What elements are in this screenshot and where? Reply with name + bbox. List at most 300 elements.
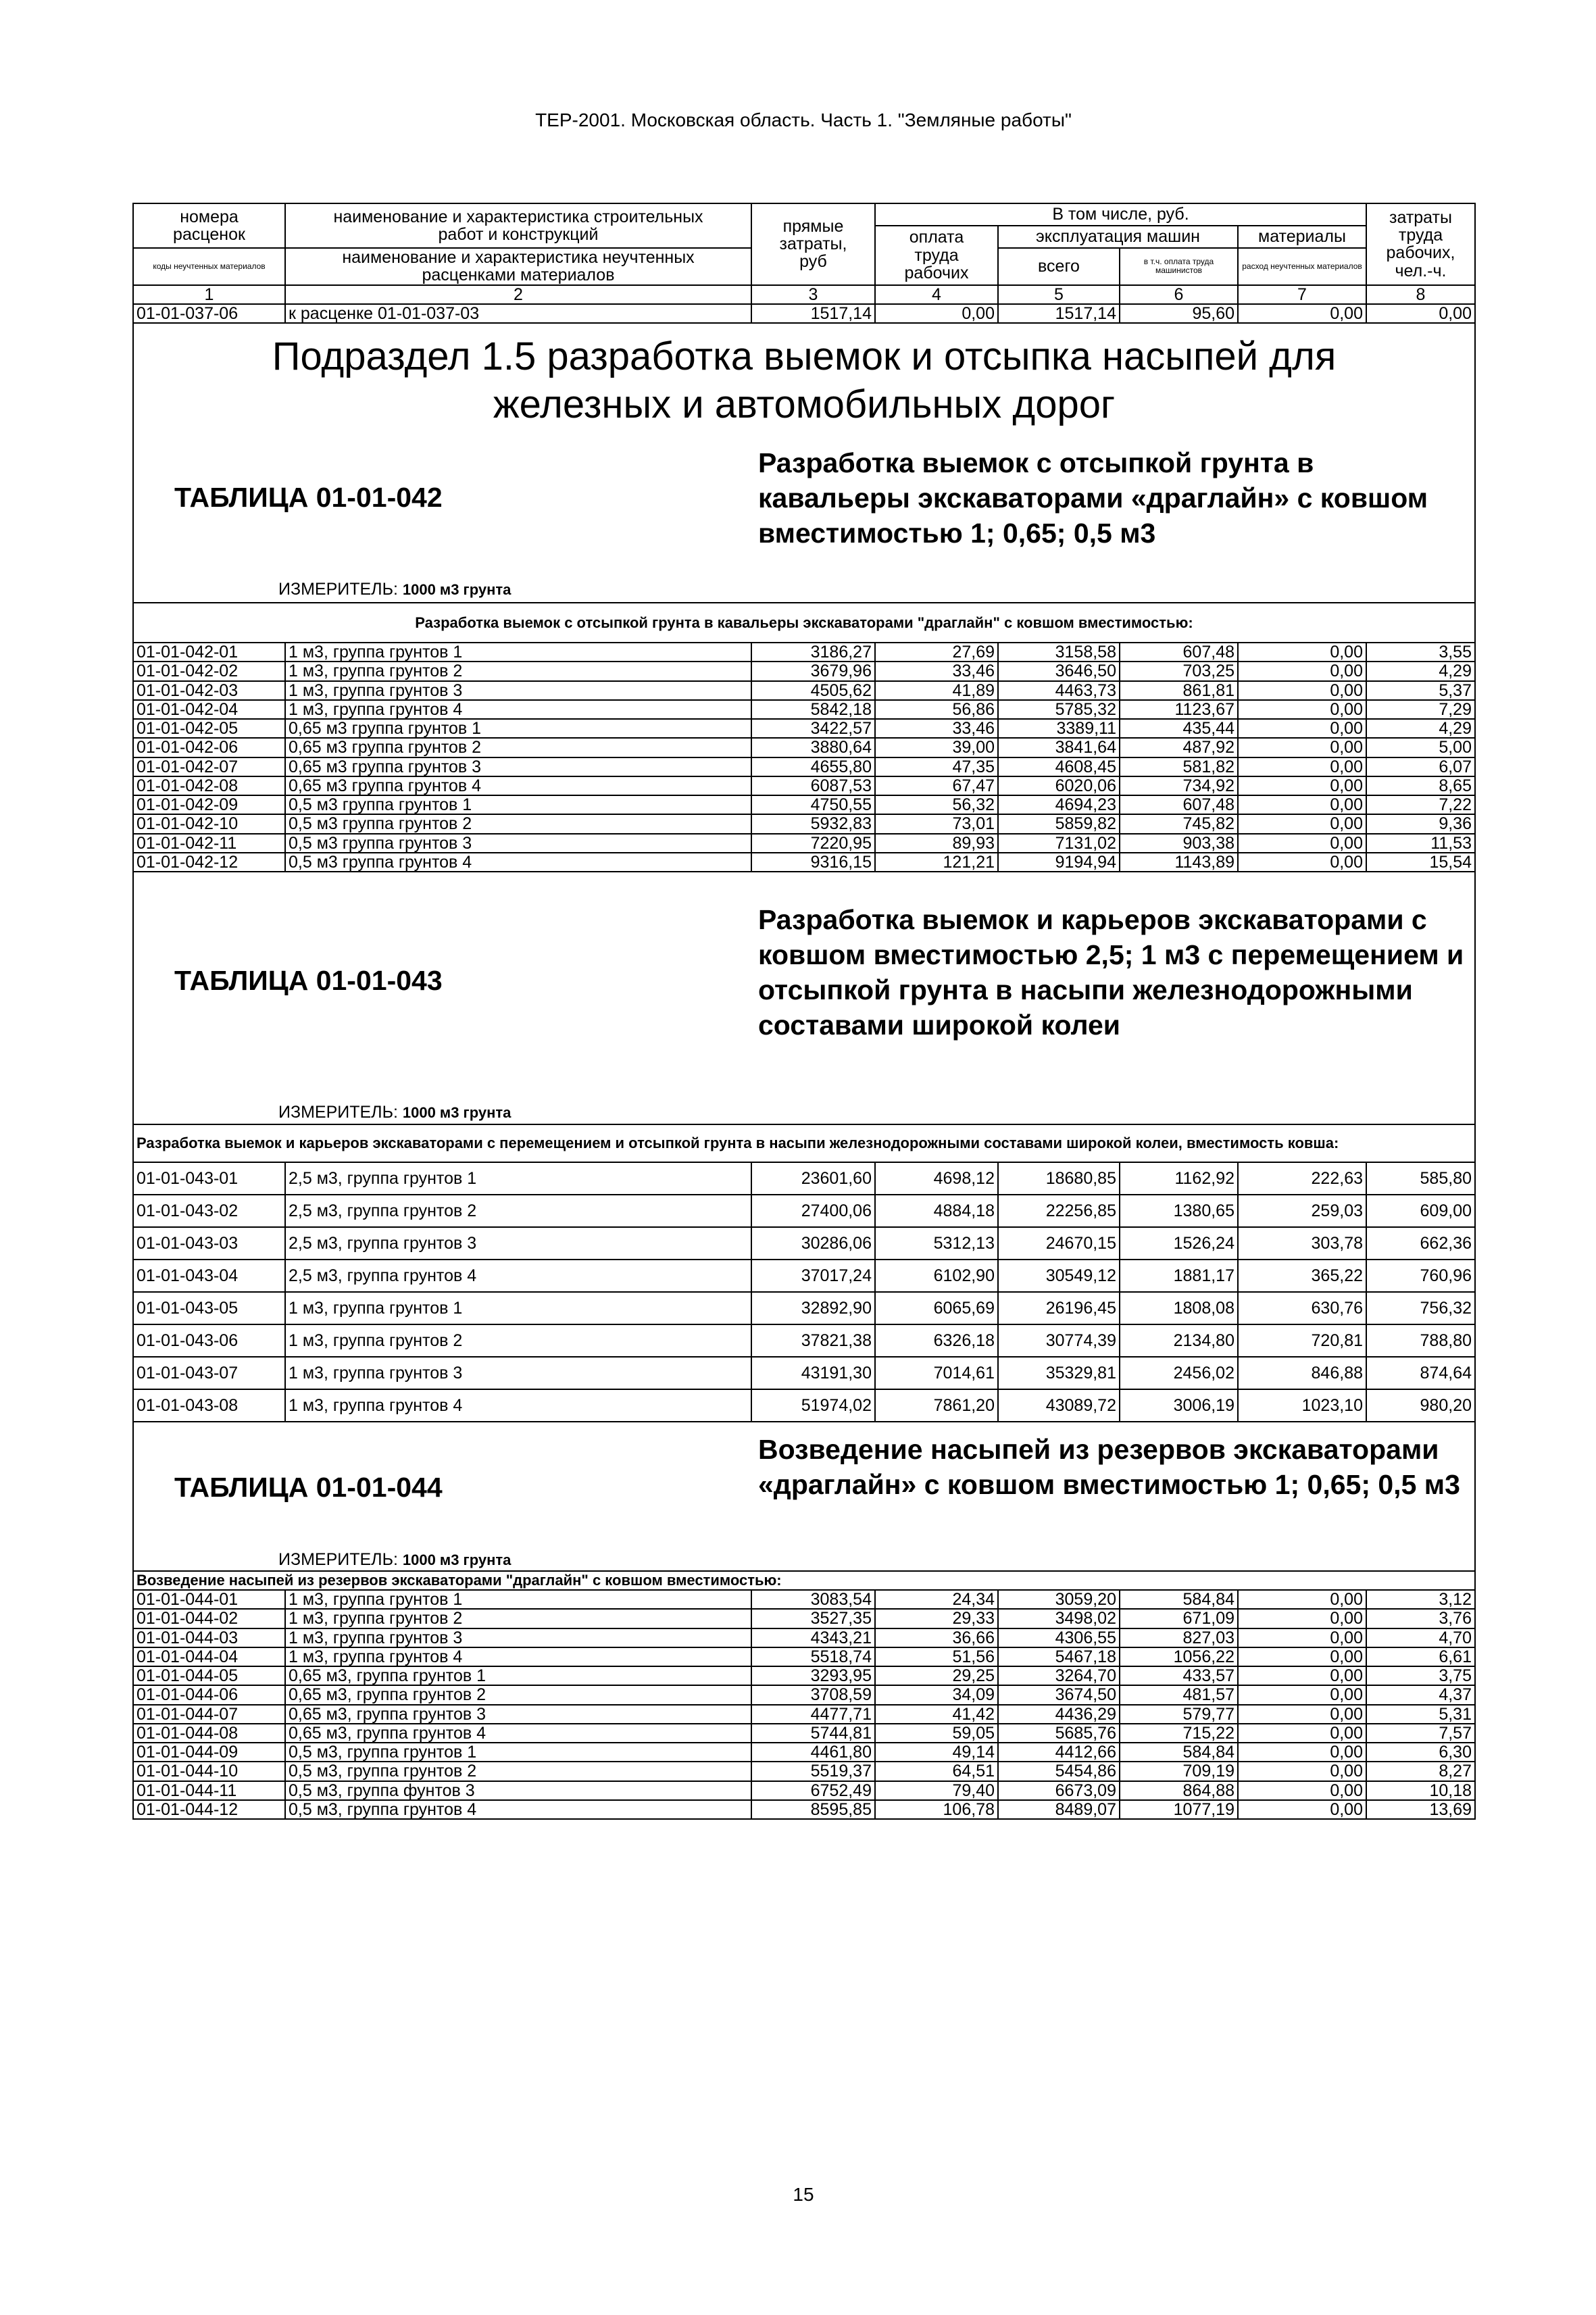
labor-cell: 788,80 (1366, 1324, 1475, 1357)
rate-code-cell: 01-01-043-03 (133, 1227, 285, 1260)
wage-cell: 34,09 (875, 1685, 998, 1704)
labor-cell: 8,27 (1366, 1762, 1475, 1781)
labor-cell: 980,20 (1366, 1389, 1475, 1422)
machine-total-cell: 3389,11 (998, 719, 1120, 738)
table-row (133, 1762, 1475, 1781)
table-band-042: Разработка выемок с отсыпкой грунта в кавальеры экскаваторами "драглайн" с ковшом вместимостью: (133, 603, 1475, 643)
labor-cell: 760,96 (1366, 1260, 1475, 1292)
work-name-cell: 1 м3, группа грунтов 1 (285, 1590, 751, 1609)
table-row (133, 1628, 1475, 1647)
machine-wage-cell: 1162,92 (1120, 1162, 1238, 1195)
page-header: ТЕР-2001. Московская область. Часть 1. "Земляные работы" (535, 109, 1072, 130)
work-name-cell: 0,65 м3, группа грунтов 3 (285, 1705, 751, 1724)
materials-cell: 0,00 (1238, 1762, 1366, 1781)
column-number-1: 1 (133, 285, 285, 304)
column-number-7: 7 (1238, 285, 1366, 304)
materials-cell: 0,00 (1238, 757, 1366, 776)
direct-cost-cell: 5518,74 (751, 1647, 875, 1666)
machine-total-cell: 3158,58 (998, 643, 1120, 662)
wage-cell: 4698,12 (875, 1162, 998, 1195)
machine-total-cell: 8489,07 (998, 1800, 1120, 1819)
wage-cell: 29,33 (875, 1609, 998, 1628)
page-number: 15 (793, 2184, 814, 2205)
table-row (133, 700, 1475, 719)
table-desc-044: Возведение насыпей из резервов экскаваторами «драглайн» с ковшом вместимостью 1; 0,65; 0,5 м3 (758, 1434, 1460, 1501)
rate-code-cell: 01-01-044-03 (133, 1628, 285, 1647)
table-row (133, 1666, 1475, 1685)
machine-total-cell: 6020,06 (998, 776, 1120, 795)
rate-code-cell: 01-01-042-03 (133, 681, 285, 700)
rate-code-cell: 01-01-042-07 (133, 757, 285, 776)
measure-042: ИЗМЕРИТЕЛЬ: 1000 м3 грунта (278, 580, 512, 599)
machine-wage-cell: 1881,17 (1120, 1260, 1238, 1292)
work-name-cell: 0,5 м3 группа грунтов 1 (285, 795, 751, 814)
rate-code-cell: 01-01-037-06 (133, 304, 285, 323)
direct-cost-cell: 3708,59 (751, 1685, 875, 1704)
section-block-043 (133, 872, 1475, 1124)
direct-cost-cell: 8595,85 (751, 1800, 875, 1819)
work-name-cell: 1 м3, группа грунтов 2 (285, 662, 751, 680)
work-name-cell: 1 м3, группа грунтов 4 (285, 700, 751, 719)
labor-cell: 3,55 (1366, 643, 1475, 662)
labor-cell: 5,31 (1366, 1705, 1475, 1724)
direct-cost-cell: 32892,90 (751, 1292, 875, 1324)
machine-wage-cell: 709,19 (1120, 1762, 1238, 1781)
machine-wage-cell: 579,77 (1120, 1705, 1238, 1724)
table-row (133, 643, 1475, 662)
materials-cell: 0,00 (1238, 1666, 1366, 1685)
labor-cell: 874,64 (1366, 1357, 1475, 1389)
machine-wage-cell: 745,82 (1120, 814, 1238, 833)
table-row (133, 304, 1475, 323)
materials-cell: 0,00 (1238, 795, 1366, 814)
table-row (133, 1800, 1475, 1819)
labor-cell: 5,37 (1366, 681, 1475, 700)
machine-total-cell: 3646,50 (998, 662, 1120, 680)
machine-wage-cell: 715,22 (1120, 1724, 1238, 1743)
wage-cell: 36,66 (875, 1628, 998, 1647)
materials-cell: 0,00 (1238, 834, 1366, 853)
table-row (133, 1743, 1475, 1762)
machine-wage-cell: 671,09 (1120, 1609, 1238, 1628)
machine-total-cell: 18680,85 (998, 1162, 1120, 1195)
rate-code-cell: 01-01-042-01 (133, 643, 285, 662)
machine-wage-cell: 481,57 (1120, 1685, 1238, 1704)
work-name-cell: 1 м3, группа грунтов 4 (285, 1647, 751, 1666)
table-row (133, 1647, 1475, 1666)
rate-code-cell: 01-01-043-07 (133, 1357, 285, 1389)
direct-cost-cell: 30286,06 (751, 1227, 875, 1260)
wage-cell: 79,40 (875, 1781, 998, 1800)
materials-cell: 0,00 (1238, 1800, 1366, 1819)
column-number-3: 3 (751, 285, 875, 304)
machine-wage-cell: 1808,08 (1120, 1292, 1238, 1324)
work-name-cell: 0,5 м3, группа грунтов 1 (285, 1743, 751, 1762)
labor-cell: 7,29 (1366, 700, 1475, 719)
machine-wage-cell: 864,88 (1120, 1781, 1238, 1800)
rate-code-cell: 01-01-044-05 (133, 1666, 285, 1685)
labor-header: затраты труда рабочих, чел.-ч. (1366, 203, 1475, 285)
machine-wage-cell: 607,48 (1120, 795, 1238, 814)
wage-cell: 5312,13 (875, 1227, 998, 1260)
column-number-2: 2 (285, 285, 751, 304)
direct-cost-cell: 37821,38 (751, 1324, 875, 1357)
rate-code-cell: 01-01-044-02 (133, 1609, 285, 1628)
labor-cell: 3,75 (1366, 1666, 1475, 1685)
rate-code-cell: 01-01-044-10 (133, 1762, 285, 1781)
labor-cell: 7,57 (1366, 1724, 1475, 1743)
machine-wage-cell: 827,03 (1120, 1628, 1238, 1647)
work-name-cell: 0,5 м3 группа грунтов 2 (285, 814, 751, 833)
materials-cell: 0,00 (1238, 1743, 1366, 1762)
col1-subheader: коды неучтенных материалов (133, 248, 285, 285)
machine-total-cell: 4412,66 (998, 1743, 1120, 1762)
materials-cell: 0,00 (1238, 719, 1366, 738)
materials-cell: 259,03 (1238, 1195, 1366, 1227)
rate-code-cell: 01-01-042-10 (133, 814, 285, 833)
machine-wage-cell: 1056,22 (1120, 1647, 1238, 1666)
machine-wage-cell: 734,92 (1120, 776, 1238, 795)
direct-cost-cell: 5842,18 (751, 700, 875, 719)
work-name-cell: 1 м3, группа грунтов 1 (285, 1292, 751, 1324)
machine-wage-cell: 433,57 (1120, 1666, 1238, 1685)
direct-cost-cell: 3186,27 (751, 643, 875, 662)
labor-cell: 11,53 (1366, 834, 1475, 853)
table-row (133, 681, 1475, 700)
machine-total-cell: 4463,73 (998, 681, 1120, 700)
machine-total-cell: 30549,12 (998, 1260, 1120, 1292)
work-name-cell: 0,65 м3 группа грунтов 2 (285, 738, 751, 757)
rate-code-cell: 01-01-044-07 (133, 1705, 285, 1724)
table-row (133, 1357, 1475, 1389)
direct-cost-cell: 3422,57 (751, 719, 875, 738)
table-band-043: Разработка выемок и карьеров экскаваторами с перемещением и отсыпкой грунта в насыпи железнодорожными составами широкой колеи, вместимость ковша: (133, 1124, 1475, 1162)
machine-wage-cell: 95,60 (1120, 304, 1238, 323)
table-desc-042: Разработка выемок с отсыпкой грунта в кавальеры экскаваторами «драглайн» с ковшом вместимостью 1; 0,65; 0,5 м3 (758, 447, 1428, 549)
wage-header: оплата труда рабочих (875, 226, 998, 285)
wage-cell: 7014,61 (875, 1357, 998, 1389)
materials-cell: 0,00 (1238, 662, 1366, 680)
work-name-cell: 1 м3, группа грунтов 4 (285, 1389, 751, 1422)
table-row (133, 738, 1475, 757)
labor-cell: 585,80 (1366, 1162, 1475, 1195)
materials-cell: 0,00 (1238, 1590, 1366, 1609)
rate-code-cell: 01-01-042-06 (133, 738, 285, 757)
rate-code-cell: 01-01-042-08 (133, 776, 285, 795)
table-row (133, 1685, 1475, 1704)
work-name-cell: 0,65 м3 группа грунтов 1 (285, 719, 751, 738)
wage-cell: 7861,20 (875, 1389, 998, 1422)
column-number-5: 5 (998, 285, 1120, 304)
materials-subheader: расход неучтенных материалов (1238, 248, 1366, 285)
labor-cell: 4,29 (1366, 662, 1475, 680)
table-row (133, 1292, 1475, 1324)
materials-cell: 0,00 (1238, 853, 1366, 872)
direct-cost-cell: 5932,83 (751, 814, 875, 833)
direct-cost-cell: 6752,49 (751, 1781, 875, 1800)
wage-cell: 0,00 (875, 304, 998, 323)
col2-header: наименование и характеристика строительных работ и конструкций (285, 203, 751, 248)
rate-code-cell: 01-01-042-04 (133, 700, 285, 719)
rate-code-cell: 01-01-043-02 (133, 1195, 285, 1227)
materials-cell: 630,76 (1238, 1292, 1366, 1324)
direct-cost-cell: 7220,95 (751, 834, 875, 853)
work-name-cell: 1 м3, группа грунтов 3 (285, 681, 751, 700)
materials-cell: 0,00 (1238, 1705, 1366, 1724)
work-name-cell: 0,65 м3 группа грунтов 4 (285, 776, 751, 795)
direct-cost-cell: 3679,96 (751, 662, 875, 680)
machine-wage-cell: 487,92 (1120, 738, 1238, 757)
materials-cell: 0,00 (1238, 1647, 1366, 1666)
work-name-cell: 1 м3, группа грунтов 3 (285, 1628, 751, 1647)
rate-code-cell: 01-01-042-02 (133, 662, 285, 680)
work-name-cell: 0,5 м3, группа грунтов 4 (285, 1800, 751, 1819)
machine-wage-cell: 903,38 (1120, 834, 1238, 853)
labor-cell: 4,37 (1366, 1685, 1475, 1704)
machine-total-cell: 22256,85 (998, 1195, 1120, 1227)
work-name-cell: 2,5 м3, группа грунтов 1 (285, 1162, 751, 1195)
materials-cell: 0,00 (1238, 1685, 1366, 1704)
machine-total-cell: 9194,94 (998, 853, 1120, 872)
work-name-cell: 0,65 м3, группа грунтов 4 (285, 1724, 751, 1743)
table-band-044: Возведение насыпей из резервов экскаваторами "драглайн" с ковшом вместимостью: (133, 1571, 1475, 1590)
work-name-cell: 0,65 м3 группа грунтов 3 (285, 757, 751, 776)
machine-wage-cell: 1123,67 (1120, 700, 1238, 719)
machine-total-cell: 5785,32 (998, 700, 1120, 719)
wage-cell: 33,46 (875, 719, 998, 738)
rate-code-cell: 01-01-042-09 (133, 795, 285, 814)
work-name-cell: 1 м3, группа грунтов 3 (285, 1357, 751, 1389)
labor-cell: 6,07 (1366, 757, 1475, 776)
direct-cost-cell: 4655,80 (751, 757, 875, 776)
direct-cost-cell: 4505,62 (751, 681, 875, 700)
work-name-cell: 1 м3, группа грунтов 2 (285, 1324, 751, 1357)
machine-total-cell: 6673,09 (998, 1781, 1120, 1800)
machine-wage-cell: 1143,89 (1120, 853, 1238, 872)
machine-wage-cell: 1077,19 (1120, 1800, 1238, 1819)
rate-code-cell: 01-01-043-08 (133, 1389, 285, 1422)
machine-wage-cell: 2456,02 (1120, 1357, 1238, 1389)
table-row (133, 662, 1475, 680)
wage-cell: 59,05 (875, 1724, 998, 1743)
wage-cell: 41,42 (875, 1705, 998, 1724)
machine-total-cell: 7131,02 (998, 834, 1120, 853)
machine-total-cell: 3059,20 (998, 1590, 1120, 1609)
direct-cost-cell: 5519,37 (751, 1762, 875, 1781)
table-name-043: ТАБЛИЦА 01-01-043 (174, 965, 443, 996)
materials-cell: 0,00 (1238, 681, 1366, 700)
machine-wage-cell: 607,48 (1120, 643, 1238, 662)
wage-cell: 121,21 (875, 853, 998, 872)
materials-cell: 0,00 (1238, 776, 1366, 795)
work-name-cell: 0,5 м3 группа грунтов 3 (285, 834, 751, 853)
machine-wage-cell: 1526,24 (1120, 1227, 1238, 1260)
machine-wage-cell: 584,84 (1120, 1743, 1238, 1762)
machine-total-cell: 3674,50 (998, 1685, 1120, 1704)
materials-cell: 846,88 (1238, 1357, 1366, 1389)
direct-cost-cell: 43191,30 (751, 1357, 875, 1389)
table-row (133, 1781, 1475, 1800)
in-total-header: В том числе, руб. (875, 203, 1366, 226)
rate-code-cell: 01-01-043-05 (133, 1292, 285, 1324)
table-row (133, 719, 1475, 738)
col1-header: номера расценок (133, 203, 285, 248)
labor-cell: 13,69 (1366, 1800, 1475, 1819)
wage-cell: 51,56 (875, 1647, 998, 1666)
work-name-cell: 0,5 м3 группа грунтов 4 (285, 853, 751, 872)
machine-total-cell: 24670,15 (998, 1227, 1120, 1260)
labor-cell: 9,36 (1366, 814, 1475, 833)
labor-cell: 10,18 (1366, 1781, 1475, 1800)
work-name-cell: 2,5 м3, группа грунтов 3 (285, 1227, 751, 1260)
direct-cost-cell: 6087,53 (751, 776, 875, 795)
rate-code-cell: 01-01-044-08 (133, 1724, 285, 1743)
direct-cost-cell: 23601,60 (751, 1162, 875, 1195)
table-row (133, 1162, 1475, 1195)
machine-total-cell: 4608,45 (998, 757, 1120, 776)
direct-cost-cell: 4750,55 (751, 795, 875, 814)
column-number-6: 6 (1120, 285, 1238, 304)
table-name-042: ТАБЛИЦА 01-01-042 (174, 482, 443, 513)
wage-cell: 4884,18 (875, 1195, 998, 1227)
labor-cell: 6,61 (1366, 1647, 1475, 1666)
wage-cell: 67,47 (875, 776, 998, 795)
work-name-cell: 1 м3, группа грунтов 2 (285, 1609, 751, 1628)
labor-cell: 0,00 (1366, 304, 1475, 323)
work-name-cell: 0,5 м3, группа грунтов 2 (285, 1762, 751, 1781)
wage-cell: 6102,90 (875, 1260, 998, 1292)
table-row (133, 1227, 1475, 1260)
rate-code-cell: 01-01-043-06 (133, 1324, 285, 1357)
labor-cell: 15,54 (1366, 853, 1475, 872)
labor-cell: 4,29 (1366, 719, 1475, 738)
machine-ops-header: эксплуатация машин (998, 226, 1238, 248)
direct-cost-cell: 9316,15 (751, 853, 875, 872)
materials-cell: 720,81 (1238, 1324, 1366, 1357)
direct-cost-cell: 4477,71 (751, 1705, 875, 1724)
materials-header: материалы (1238, 226, 1366, 248)
table-row (133, 1195, 1475, 1227)
materials-cell: 1023,10 (1238, 1389, 1366, 1422)
direct-cost-cell: 3293,95 (751, 1666, 875, 1685)
labor-cell: 8,65 (1366, 776, 1475, 795)
subsection-title: Подраздел 1.5 разработка выемок и отсыпка насыпей для железных и автомобильных дорог (272, 334, 1337, 426)
rate-code-cell: 01-01-042-11 (133, 834, 285, 853)
measure-044: ИЗМЕРИТЕЛЬ: 1000 м3 грунта (278, 1550, 512, 1569)
machine-wage-cell: 581,82 (1120, 757, 1238, 776)
table-row (133, 1724, 1475, 1743)
machine-total-cell: 30774,39 (998, 1324, 1120, 1357)
direct-cost-cell: 1517,14 (751, 304, 875, 323)
wage-cell: 56,32 (875, 795, 998, 814)
table-row (133, 1389, 1475, 1422)
work-name-cell: 0,65 м3, группа грунтов 1 (285, 1666, 751, 1685)
rate-code-cell: 01-01-044-01 (133, 1590, 285, 1609)
materials-cell: 0,00 (1238, 643, 1366, 662)
rate-code-cell: 01-01-042-05 (133, 719, 285, 738)
machine-total-cell: 4436,29 (998, 1705, 1120, 1724)
table-desc-043: Разработка выемок и карьеров экскаваторами с ковшом вместимостью 2,5; 1 м3 с перемещением и отсыпкой грунта в насыпи железнодорожными составами широкой колеи (758, 904, 1464, 1041)
table-row (133, 1324, 1475, 1357)
machine-total-cell: 4306,55 (998, 1628, 1120, 1647)
direct-cost-cell: 51974,02 (751, 1389, 875, 1422)
table-row (133, 1609, 1475, 1628)
work-name-cell: 0,65 м3, группа грунтов 2 (285, 1685, 751, 1704)
col2-subheader: наименование и характеристика неучтенных расценками материалов (285, 248, 751, 285)
wage-cell: 41,89 (875, 681, 998, 700)
materials-cell: 365,22 (1238, 1260, 1366, 1292)
labor-cell: 756,32 (1366, 1292, 1475, 1324)
wage-cell: 64,51 (875, 1762, 998, 1781)
materials-cell: 0,00 (1238, 1609, 1366, 1628)
materials-cell: 0,00 (1238, 814, 1366, 833)
column-number-4: 4 (875, 285, 998, 304)
wage-cell: 29,25 (875, 1666, 998, 1685)
wage-cell: 27,69 (875, 643, 998, 662)
rate-code-cell: 01-01-044-12 (133, 1800, 285, 1819)
machine-total-cell: 3841,64 (998, 738, 1120, 757)
table-row (133, 757, 1475, 776)
table-row (133, 814, 1475, 833)
machine-total-cell: 3264,70 (998, 1666, 1120, 1685)
wage-cell: 47,35 (875, 757, 998, 776)
work-name-cell: 2,5 м3, группа грунтов 2 (285, 1195, 751, 1227)
machine-total-cell: 3498,02 (998, 1609, 1120, 1628)
table-row (133, 1590, 1475, 1609)
machine-wage-cell: 703,25 (1120, 662, 1238, 680)
materials-cell: 0,00 (1238, 738, 1366, 757)
materials-cell: 0,00 (1238, 1724, 1366, 1743)
machine-wage-cell: 3006,19 (1120, 1389, 1238, 1422)
machine-wage-cell: 435,44 (1120, 719, 1238, 738)
rates-table (132, 203, 1476, 1820)
labor-cell: 662,36 (1366, 1227, 1475, 1260)
section-block-042 (133, 323, 1475, 603)
machine-total-cell: 5685,76 (998, 1724, 1120, 1743)
materials-cell: 0,00 (1238, 1628, 1366, 1647)
machine-wage-cell: 2134,80 (1120, 1324, 1238, 1357)
work-name-cell: 2,5 м3, группа грунтов 4 (285, 1260, 751, 1292)
machine-total-cell: 4694,23 (998, 795, 1120, 814)
labor-cell: 5,00 (1366, 738, 1475, 757)
direct-cost-cell: 3083,54 (751, 1590, 875, 1609)
section-block-044 (133, 1422, 1475, 1571)
column-number-8: 8 (1366, 285, 1475, 304)
rate-code-cell: 01-01-044-11 (133, 1781, 285, 1800)
labor-cell: 7,22 (1366, 795, 1475, 814)
labor-cell: 6,30 (1366, 1743, 1475, 1762)
rate-code-cell: 01-01-044-04 (133, 1647, 285, 1666)
table-name-044: ТАБЛИЦА 01-01-044 (174, 1472, 443, 1503)
materials-cell: 222,63 (1238, 1162, 1366, 1195)
table-row (133, 853, 1475, 872)
table-row (133, 1705, 1475, 1724)
wage-cell: 49,14 (875, 1743, 998, 1762)
direct-cost-cell: 4461,80 (751, 1743, 875, 1762)
materials-cell: 0,00 (1238, 304, 1366, 323)
direct-cost-cell: 5744,81 (751, 1724, 875, 1743)
machine-total-cell: 1517,14 (998, 304, 1120, 323)
labor-cell: 4,70 (1366, 1628, 1475, 1647)
machine-total-cell: 26196,45 (998, 1292, 1120, 1324)
direct-cost-cell: 3880,64 (751, 738, 875, 757)
machine-total-cell: 5454,86 (998, 1762, 1120, 1781)
col3-header: прямые затраты, руб (751, 203, 875, 285)
wage-cell: 6065,69 (875, 1292, 998, 1324)
machine-total-cell: 5859,82 (998, 814, 1120, 833)
wage-cell: 89,93 (875, 834, 998, 853)
materials-cell: 0,00 (1238, 1781, 1366, 1800)
